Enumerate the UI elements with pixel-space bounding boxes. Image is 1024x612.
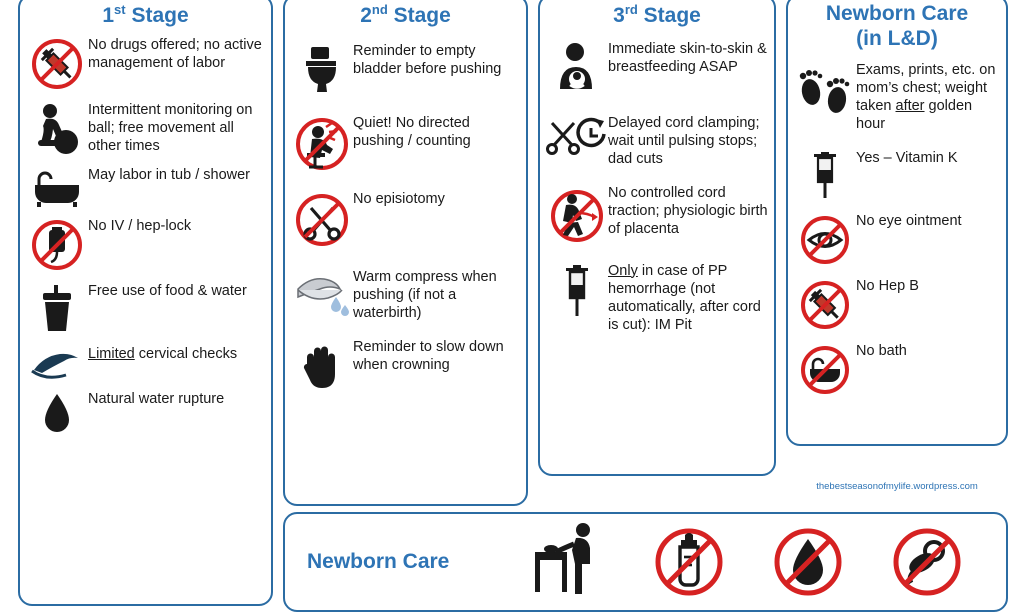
no-cord-traction-icon: [546, 183, 608, 247]
list-item: [291, 113, 520, 173]
list-item: [26, 389, 265, 439]
list-item-label: May labor in tub / shower: [88, 166, 250, 183]
panel-stage-3: [538, 0, 776, 476]
panel-newborn-care-ld: [786, 0, 1008, 446]
breastfeeding-icon: [546, 39, 608, 99]
no-bottle-icon: [652, 525, 726, 599]
list-item-label: No bath: [856, 342, 907, 359]
stage-2-items: [285, 41, 526, 395]
birth-ball-icon: [26, 100, 88, 156]
newborn-bottom-title: Newborn Care: [307, 550, 450, 574]
list-item: [794, 148, 1000, 202]
stage-1-title: 1st Stage: [102, 2, 189, 27]
no-bathtub-icon: [794, 341, 856, 397]
list-item-label: Only in case of PP hemorrhage (not automatically, after cord is cut): IM Pit: [608, 262, 761, 334]
scissors-clock-icon: [546, 113, 608, 161]
list-item-label: Delayed cord clamping; wait until pulsing stops; dad cuts: [608, 114, 760, 168]
newborn-ld-title: Newborn Care (in L&D): [825, 2, 969, 50]
list-item: [26, 100, 265, 156]
list-item-label: Reminder to slow down when crowning: [353, 338, 504, 373]
panel-stage-1: [18, 0, 273, 606]
hand-icon: [26, 344, 88, 380]
toilet-icon: [291, 41, 353, 95]
list-item-label: Free use of food & water: [88, 282, 247, 299]
list-item-label: No drugs offered; no active management of labor: [88, 36, 262, 72]
list-item-label: No controlled cord traction; physiologic birth of placenta: [608, 184, 768, 238]
no-pacifier-icon: [890, 525, 964, 599]
list-item: [26, 35, 265, 91]
syringe-icon: [794, 148, 856, 202]
no-directed-pushing-icon: [291, 113, 353, 173]
list-item: [26, 281, 265, 335]
stage-1-items: [20, 35, 271, 439]
list-item-label: No eye ointment: [856, 212, 962, 229]
list-item-label: Reminder to empty bladder before pushing: [353, 42, 502, 78]
baby-footprints-icon: [794, 60, 856, 118]
stage-3-items: [540, 39, 774, 335]
no-syringe-icon: [26, 35, 88, 91]
no-syringe-icon: [794, 276, 856, 332]
list-item: [546, 183, 768, 247]
list-item-label: Quiet! No directed pushing / counting: [353, 114, 471, 150]
list-item: [291, 189, 520, 249]
list-item: [291, 337, 520, 395]
syringe-icon: [546, 261, 608, 321]
list-item-label: Exams, prints, etc. on mom’s chest; weight taken after golden hour: [856, 61, 996, 133]
list-item: [794, 276, 1000, 332]
newborn-ld-items: [788, 60, 1006, 397]
bathtub-icon: [26, 165, 88, 207]
list-item: [546, 39, 768, 99]
no-iv-drip-icon: [26, 216, 88, 272]
newborn-bottom-icons: [507, 514, 1006, 610]
website-credit: thebestseasonofmylife.wordpress.com: [816, 481, 978, 492]
list-item: [794, 60, 1000, 134]
list-item: [794, 341, 1000, 397]
list-item-label: Warm compress when pushing (if not a waterbirth): [353, 268, 497, 322]
list-item-label: No episiotomy: [353, 190, 445, 207]
no-water-drop-icon: [771, 525, 845, 599]
water-drop-icon: [26, 389, 88, 439]
list-item: [794, 211, 1000, 267]
stage-2-title: 2nd Stage: [360, 2, 451, 27]
list-item: [546, 113, 768, 169]
list-item-label: Limited cervical checks: [88, 345, 238, 362]
panel-stage-2: [283, 0, 528, 506]
list-item-label: Yes – Vitamin K: [856, 149, 958, 166]
list-item: [26, 344, 265, 380]
warm-compress-icon: [291, 267, 353, 319]
list-item: [291, 267, 520, 323]
list-item: [26, 165, 265, 207]
drink-cup-icon: [26, 281, 88, 335]
stage-3-title: 3rd Stage: [613, 2, 701, 27]
list-item-label: No Hep B: [856, 277, 919, 294]
list-item: [291, 41, 520, 95]
no-scissors-icon: [291, 189, 353, 249]
list-item-label: Natural water rupture: [88, 390, 225, 407]
no-eye-ointment-icon: [794, 211, 856, 267]
changing-table-icon: [529, 522, 607, 602]
panel-newborn-care-bottom: [283, 512, 1008, 612]
open-hand-icon: [291, 337, 353, 395]
list-item: [546, 261, 768, 335]
list-item: [26, 216, 265, 272]
list-item-label: No IV / hep-lock: [88, 217, 192, 234]
list-item-label: Immediate skin-to-skin & breastfeeding ASAP: [608, 40, 767, 76]
list-item-label: Intermittent monitoring on ball; free movement all other times: [88, 101, 253, 155]
